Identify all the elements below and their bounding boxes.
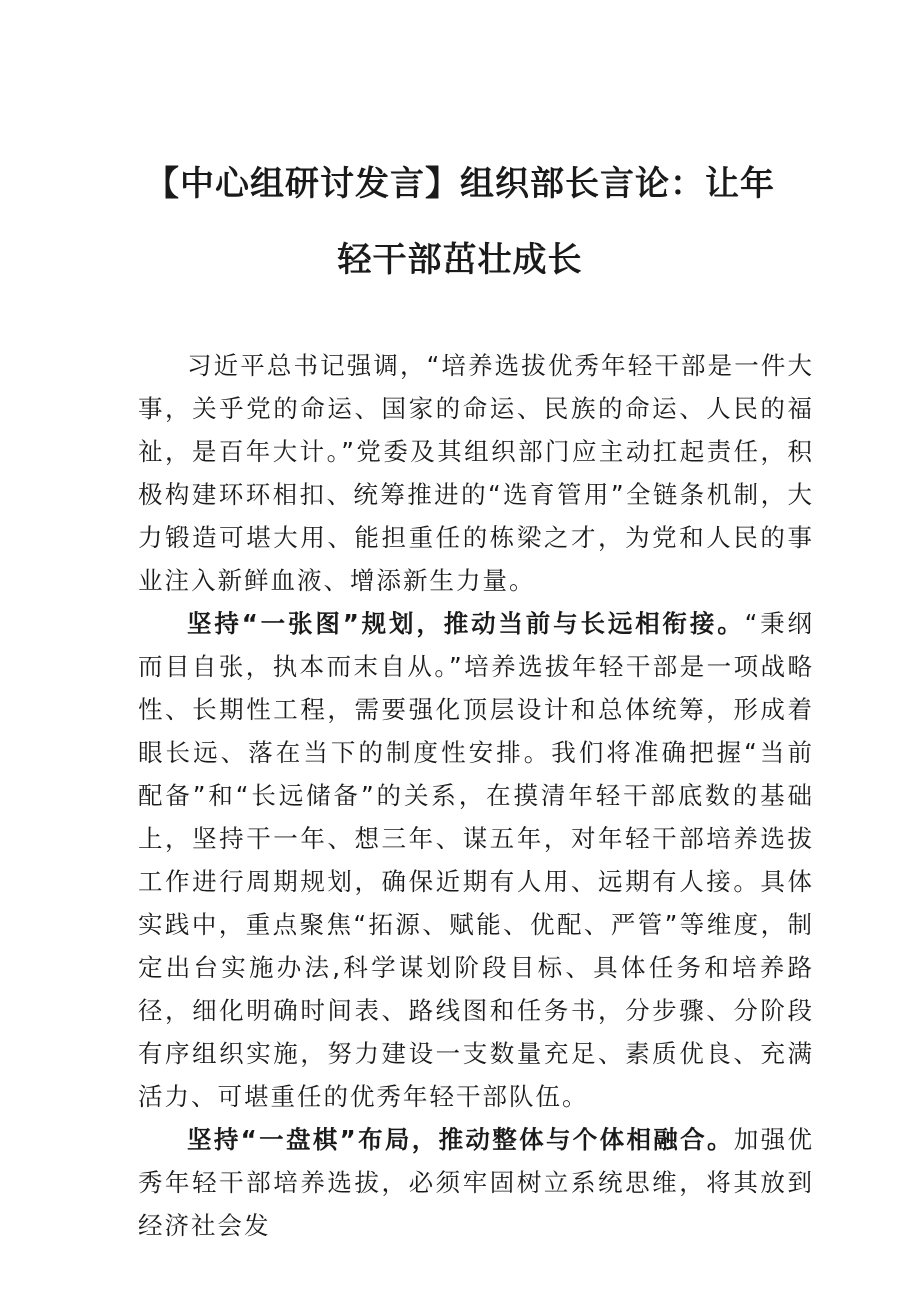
paragraph-intro [138, 344, 814, 602]
paragraph-one-map-text: “秉纲而目自张，执本而末自从。”培养选拔年轻干部是一项战略性、长期性工程，需要强化顶层设计和总体统筹，形成着眼长远、落在当下的制度性安排。我们将准确把握“当前配备”和“长远储备”的关系，在摸清年轻干部底数的基础上，坚持干一年、想三年、谋五年，对年轻干部培养选拔工作进行周期规划，确保近期有人用、远期有人接。具体实践中，重点聚焦“拓源、赋能、优配、严管”等维度，制定出台实施办法,科学谋划阶段目标、具体任务和培养路径，细化明确时间表、路线图和任务书，分步骤、分阶段有序组织实施，努力建设一支数量充足、素质优良、充满活力、可堪重任的优秀年轻干部队伍。 [138, 609, 814, 1111]
paragraph-one-map-heading: 坚持“一张图”规划，推动当前与长远相衔接。 [187, 609, 745, 638]
paragraph-one-board [138, 1118, 814, 1247]
paragraph-intro-text: 习近平总书记强调，“培养选拔优秀年轻干部是一件大事，关乎党的命运、国家的命运、民族的命运、人民的福祉，是百年大计。”党委及其组织部门应主动扛起责任，积极构建环环相扣、统筹推进的“选育管用”全链条机制，大力锻造可堪大用、能担重任的栋梁之才，为党和人民的事业注入新鲜血液、增添新生力量。 [138, 351, 814, 595]
document-title-line-1: 【中心组研讨发言】组织部长言论：让年 [145, 164, 775, 204]
paragraph-one-board-text: 加强优秀年轻干部培养选拔，必须牢固树立系统思维，将其放到经济社会发 [138, 1125, 815, 1240]
document-body [138, 344, 814, 1247]
paragraph-one-board-heading: 坚持“一盘棋”布局，推动整体与个体相融合。 [187, 1125, 734, 1154]
paragraph-one-map [138, 602, 814, 1118]
document-title-line-2: 轻干部茁壮成长 [337, 240, 583, 280]
